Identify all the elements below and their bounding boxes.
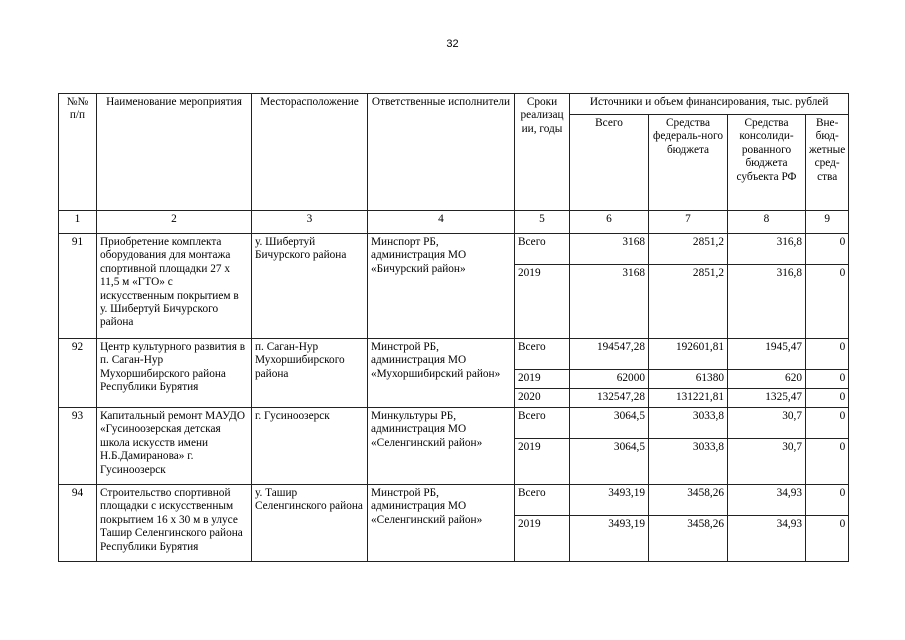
header-num: №№ п/п: [59, 94, 97, 211]
row-regional: 30,7: [728, 439, 806, 485]
row-name: Приобретение комплекта оборудования для монтажа спортивной площадки 27 х 11,5 м «ГТО» с искусственным покрытием в у. Шибертуй Бичурского района: [97, 234, 252, 339]
row-term: 2020: [515, 389, 570, 408]
row-total: 3064,5: [570, 439, 649, 485]
row-regional: 316,8: [728, 265, 806, 339]
row-extra: 0: [806, 389, 849, 408]
row-total: 3168: [570, 265, 649, 339]
row-regional: 1325,47: [728, 389, 806, 408]
row-term: 2019: [515, 265, 570, 339]
row-responsible: Минстрой РБ, администрация МО «Мухоршибирский район»: [368, 339, 515, 408]
row-location: г. Гусиноозерск: [252, 408, 368, 485]
row-number: 93: [59, 408, 97, 485]
row-term: 2019: [515, 370, 570, 389]
column-number: 4: [368, 211, 515, 234]
row-regional: 34,93: [728, 516, 806, 562]
financing-table: [58, 93, 849, 562]
table-row: [59, 234, 849, 265]
row-responsible: Минспорт РБ, администрация МО «Бичурский район»: [368, 234, 515, 339]
row-total: 62000: [570, 370, 649, 389]
row-number: 92: [59, 339, 97, 408]
row-extra: 0: [806, 265, 849, 339]
row-location: у. Шибертуй Бичурского района: [252, 234, 368, 339]
row-number: 91: [59, 234, 97, 339]
row-location: п. Саган-Нур Мухоршибирского района: [252, 339, 368, 408]
column-number: 7: [649, 211, 728, 234]
row-name: Строительство спортивной площадки с искусственным покрытием 16 х 30 м в улусе Ташир Селенгинского района Республики Бурятия: [97, 485, 252, 562]
column-number: 8: [728, 211, 806, 234]
row-total: 132547,28: [570, 389, 649, 408]
column-number: 6: [570, 211, 649, 234]
row-term: 2019: [515, 516, 570, 562]
row-name: Капитальный ремонт МАУДО «Гусиноозерская детская школа искусств имени Н.Б.Дамиранова» г. Гусиноозерск: [97, 408, 252, 485]
column-numbers-row: [59, 211, 849, 234]
row-term: Всего: [515, 485, 570, 516]
row-federal: 3033,8: [649, 439, 728, 485]
row-term: Всего: [515, 408, 570, 439]
row-extra: 0: [806, 339, 849, 370]
column-number: 2: [97, 211, 252, 234]
table-row: [59, 485, 849, 516]
header-row: [59, 94, 849, 115]
header-total: Всего: [570, 115, 649, 211]
column-number: 5: [515, 211, 570, 234]
header-location: Месторасположение: [252, 94, 368, 211]
row-term: Всего: [515, 234, 570, 265]
header-extra: Вне-бюд-жетные сред-ства: [806, 115, 849, 211]
column-number: 1: [59, 211, 97, 234]
row-responsible: Минстрой РБ, администрация МО «Селенгинский район»: [368, 485, 515, 562]
row-regional: 620: [728, 370, 806, 389]
header-regional: Средства консолиди-рованного бюджета субъекта РФ: [728, 115, 806, 211]
row-total: 3168: [570, 234, 649, 265]
table-row: [59, 339, 849, 370]
column-number: 3: [252, 211, 368, 234]
row-extra: 0: [806, 439, 849, 485]
row-extra: 0: [806, 408, 849, 439]
row-regional: 34,93: [728, 485, 806, 516]
row-extra: 0: [806, 370, 849, 389]
row-federal: 3033,8: [649, 408, 728, 439]
header-name: Наименование мероприятия: [97, 94, 252, 211]
row-regional: 1945,47: [728, 339, 806, 370]
row-extra: 0: [806, 516, 849, 562]
table-row: [59, 408, 849, 439]
row-federal: 2851,2: [649, 234, 728, 265]
row-total: 3064,5: [570, 408, 649, 439]
header-federal: Средства федераль-ного бюджета: [649, 115, 728, 211]
row-federal: 192601,81: [649, 339, 728, 370]
page-number: 32: [446, 38, 459, 50]
row-extra: 0: [806, 234, 849, 265]
row-federal: 131221,81: [649, 389, 728, 408]
row-total: 3493,19: [570, 516, 649, 562]
header-responsible: Ответственные исполнители: [368, 94, 515, 211]
header-financing: Источники и объем финансирования, тыс. рублей: [570, 94, 849, 115]
row-name: Центр культурного развития в п. Саган-Нур Мухоршибирского района Республики Бурятия: [97, 339, 252, 408]
row-total: 3493,19: [570, 485, 649, 516]
row-extra: 0: [806, 485, 849, 516]
row-total: 194547,28: [570, 339, 649, 370]
row-federal: 61380: [649, 370, 728, 389]
row-regional: 30,7: [728, 408, 806, 439]
row-federal: 3458,26: [649, 485, 728, 516]
row-term: 2019: [515, 439, 570, 485]
header-term: Сроки реализац ии, годы: [515, 94, 570, 211]
row-location: у. Ташир Селенгинского района: [252, 485, 368, 562]
row-number: 94: [59, 485, 97, 562]
row-federal: 2851,2: [649, 265, 728, 339]
row-federal: 3458,26: [649, 516, 728, 562]
row-responsible: Минкультуры РБ, администрация МО «Селенгинский район»: [368, 408, 515, 485]
row-term: Всего: [515, 339, 570, 370]
column-number: 9: [806, 211, 849, 234]
row-regional: 316,8: [728, 234, 806, 265]
